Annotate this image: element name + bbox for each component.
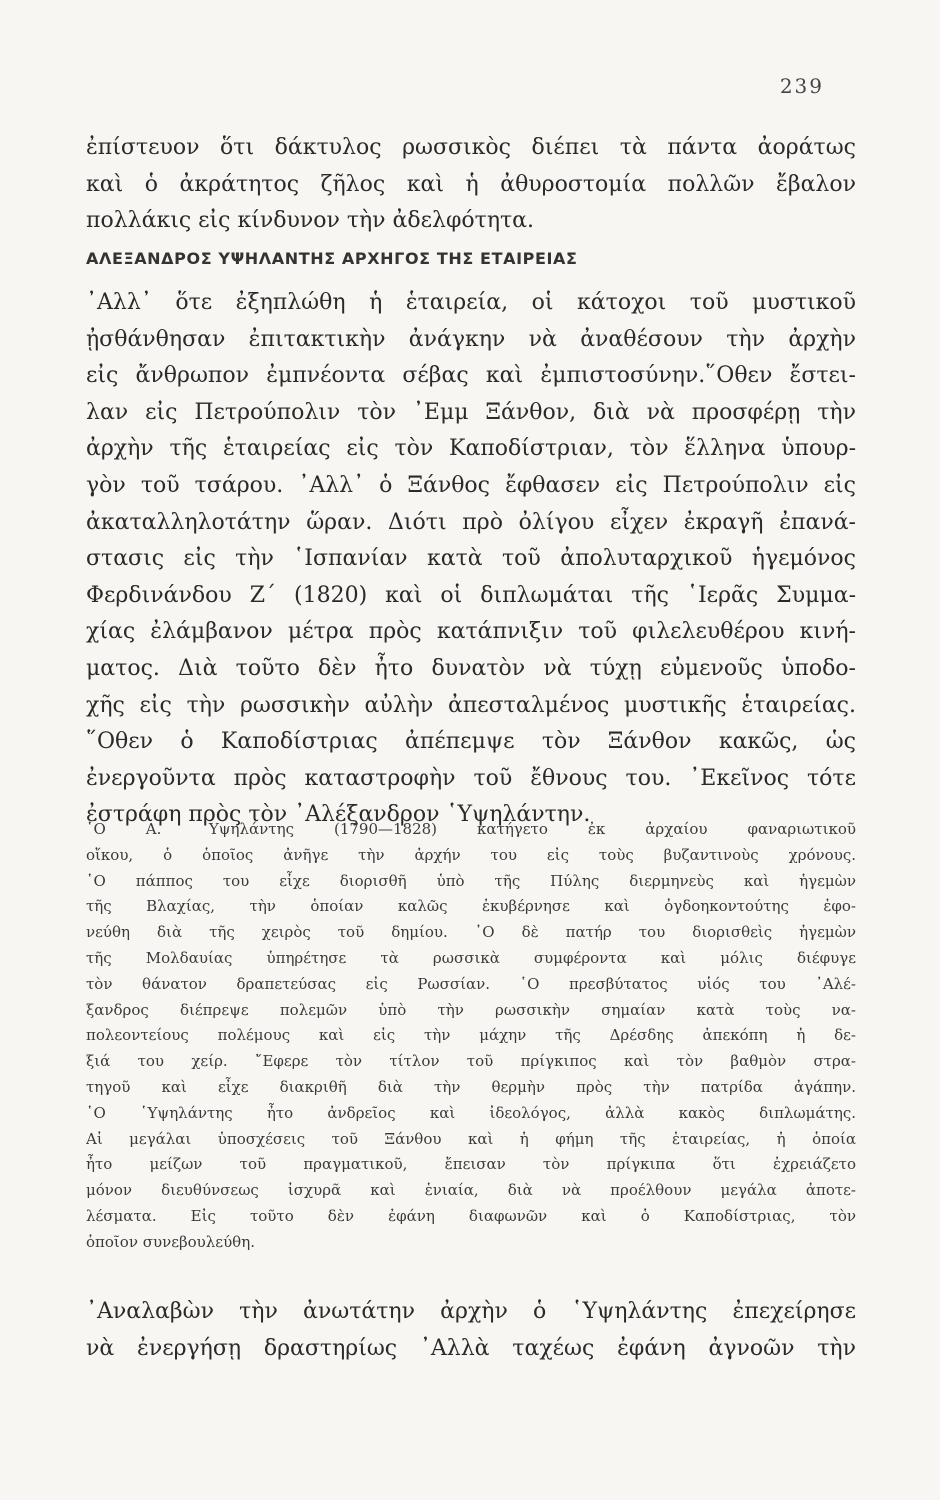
footnote-line: ξιά του χείρ. ῎Εφερε τὸν τίτλον τοῦ πρίγκιπος καὶ τὸν βαθμὸν στρα-	[86, 1052, 856, 1071]
page-number: 239	[779, 74, 824, 98]
footnote-line: νεύθη διὰ τῆς χειρὸς τοῦ δημίου. ῾Ο δὲ πατήρ του διορισθεὶς ἡγεμὼν	[86, 923, 856, 942]
text-line: ἐστράφη πρὸς τὸν ᾿Αλέξανδρον ῾Υψηλάντην.	[86, 802, 591, 828]
footnote-line: ῾Ο πάππος του εἶχε διορισθῆ ὑπὸ τῆς Πύλης διερμηνεὺς καὶ ἡγεμὼν	[86, 871, 856, 890]
footnote-line: ῾Ο Α. ῾Υψηλάντης (1790—1828) κατήγετο ἐκ ἀρχαίου φαναριωτικοῦ	[86, 820, 856, 838]
text-line: καὶ ὁ ἀκράτητος ζῆλος καὶ ἡ ἀθυροστομία πολλῶν ἔβαλον	[86, 171, 856, 197]
body-paragraph	[86, 285, 856, 834]
closing-paragraph	[86, 1294, 856, 1367]
text-line: ἐπίστευον ὅτι δάκτυλος ρωσσικὸς διέπει τὰ πάντα ἀοράτως	[86, 135, 856, 160]
text-line: Φερδινάνδου Ζ´ (1820) καὶ οἱ διπλωμάται τῆς ῾Ιερᾶς Συμμα-	[86, 582, 856, 608]
text-line: λαν εἰς Πετρούπολιν τὸν ᾿Εμμ Ξάνθον, διὰ νὰ προσφέρῃ τὴν	[86, 399, 856, 425]
text-line: χῆς εἰς τὴν ρωσσικὴν αὐλὴν ἀπεσταλμένος μυστικῆς ἑταιρείας.	[86, 692, 856, 718]
text-line: πολλάκις εἰς κίνδυνον τὴν ἀδελφότητα.	[86, 208, 535, 234]
footnote-line: οἴκου, ὁ ὁποῖος ἀνῆγε τὴν ἀρχήν του εἰς τοὺς βυζαντινοὺς χρόνους.	[86, 845, 856, 864]
footnote-line: ῾Ο ῾Υψηλάντης ἦτο ἀνδρεῖος καὶ ἰδεολόγος, ἀλλὰ κακὸς διπλωμάτης.	[86, 1103, 856, 1122]
footnote-line: λέσματα. Εἰς τοῦτο δὲν ἐφάνη διαφωνῶν καὶ ὁ Καποδίστριας, τὸν	[86, 1206, 856, 1225]
text-line: ᾿Αλλ᾿ ὅτε ἐξηπλώθη ἡ ἑταιρεία, οἱ κάτοχοι τοῦ μυστικοῦ	[86, 290, 856, 315]
footnote-line: πολεοντείους πολέμους καὶ εἰς τὴν μάχην τῆς Δρέσδης ἀπεκόπη ἡ δε-	[86, 1026, 856, 1045]
footnote-line: μόνον διευθύνσεως ἰσχυρᾶ καὶ ἑνιαία, διὰ νὰ προέλθουν μεγάλα ἀποτε-	[86, 1181, 856, 1200]
text-line: χίας ἐλάμβανον μέτρα πρὸς κατάπνιξιν τοῦ φιλελευθέρου κινή-	[86, 619, 856, 645]
text-line: ἀρχὴν τῆς ἑταιρείας εἰς τὸν Καποδίστριαν, τὸν ἕλληνα ὑπουρ-	[86, 436, 856, 462]
section-heading: ΑΛΕΞΑΝΔΡΟΣ ΥΨΗΛΑΝΤΗΣ ΑΡΧΗΓΟΣ ΤΗΣ ΕΤΑΙΡΕΙΑΣ	[86, 249, 578, 268]
text-line: ᾿Αναλαβὼν τὴν ἀνωτάτην ἀρχὴν ὁ ῾Υψηλάντης ἐπεχείρησε	[86, 1299, 856, 1324]
footnote-line: τῆς Βλαχίας, τὴν ὁποίαν καλῶς ἐκυβέρνησε καὶ ὀγδοηκοντούτης ἐφο-	[86, 897, 856, 916]
footnote-line: Αἱ μεγάλαι ὑποσχέσεις τοῦ Ξάνθου καὶ ἡ φήμη τῆς ἑταιρείας, ἡ ὁποία	[86, 1129, 856, 1148]
text-line: νὰ ἐνεργήσῃ δραστηρίως ᾿Αλλὰ ταχέως ἐφάνη ἀγνοῶν τὴν	[86, 1335, 856, 1361]
footnote-line: τηγοῦ καὶ εἶχε διακριθῆ διὰ τὴν θερμὴν πρὸς τὴν πατρίδα ἀγάπην.	[86, 1077, 856, 1096]
text-line: ῞Οθεν ὁ Καποδίστριας ἀπέπεμψε τὸν Ξάνθον κακῶς, ὡς	[86, 729, 856, 755]
intro-paragraph	[86, 130, 856, 240]
text-line: ἀκαταλληλοτάτην ὥραν. Διότι πρὸ ὀλίγου εἶχεν ἐκραγῆ ἐπανά-	[86, 509, 856, 535]
footnote	[86, 817, 856, 1256]
text-line: ᾐσθάνθησαν ἐπιτακτικὴν ἀνάγκην νὰ ἀναθέσουν τὴν ἀρχὴν	[86, 326, 856, 352]
footnote-line: τὸν θάνατον δραπετεύσας εἰς Ρωσσίαν. ῾Ο πρεσβύτατος υἱός του ᾿Αλέ-	[86, 974, 856, 993]
footnote-line: τῆς Μολδαυίας ὑπηρέτησε τὰ ρωσσικὰ συμφέροντα καὶ μόλις διέφυγε	[86, 948, 856, 967]
footnote-line: ξανδρος διέπρεψε πολεμῶν ὑπὸ τὴν ρωσσικὴν σημαίαν κατὰ τοὺς να-	[86, 1000, 856, 1019]
text-line: στασις εἰς τὴν ῾Ισπανίαν κατὰ τοῦ ἀπολυταρχικοῦ ἡγεμόνος	[86, 546, 856, 572]
text-line: γὸν τοῦ τσάρου. ᾿Αλλ᾿ ὁ Ξάνθος ἔφθασεν εἰς Πετρούπολιν εἰς	[86, 472, 856, 498]
footnote-line: ἦτο μείζων τοῦ πραγματικοῦ, ἔπεισαν τὸν πρίγκιπα ὅτι ἐχρειάζετο	[86, 1155, 856, 1174]
text-line: ἐνεργοῦντα πρὸς καταστροφὴν τοῦ ἔθνους του. ᾿Εκεῖνος τότε	[86, 765, 856, 791]
text-line: ματος. Διὰ τοῦτο δὲν ἦτο δυνατὸν νὰ τύχῃ εὐμενοῦς ὑποδο-	[86, 655, 856, 681]
text-line: εἰς ἄνθρωπον ἐμπνέοντα σέβας καὶ ἐμπιστοσύνην.῞Οθεν ἔστει-	[86, 363, 856, 389]
footnote-line: ὁποῖον συνεβουλεύθη.	[86, 1232, 255, 1251]
